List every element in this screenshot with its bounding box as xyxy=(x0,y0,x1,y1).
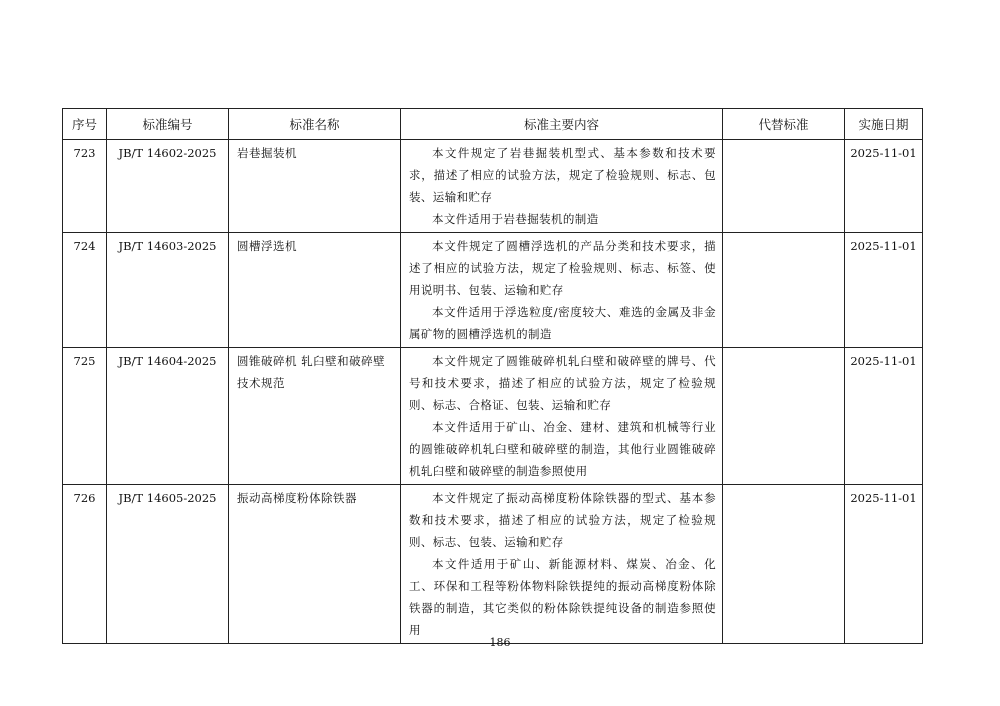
row-content xyxy=(401,485,723,644)
row-replaces xyxy=(723,233,845,348)
header-replaces: 代替标准 xyxy=(723,109,845,140)
content-paragraph: 本文件规定了圆锥破碎机轧臼壁和破碎壁的牌号、代号和技术要求，描述了相应的试验方法，规定了检验规则、标志、合格证、包装、运输和贮存 xyxy=(409,354,716,412)
table-row xyxy=(63,348,923,485)
row-name: 岩巷掘装机 xyxy=(229,140,401,233)
row-seq: 725 xyxy=(63,348,107,485)
header-date: 实施日期 xyxy=(845,109,923,140)
row-code: JB/T 14602-2025 xyxy=(107,140,229,233)
row-date: 2025-11-01 xyxy=(845,348,923,485)
row-name: 圆锥破碎机 轧臼壁和破碎壁技术规范 xyxy=(229,348,401,485)
row-content xyxy=(401,140,723,233)
row-seq: 723 xyxy=(63,140,107,233)
row-content xyxy=(401,233,723,348)
row-code: JB/T 14604-2025 xyxy=(107,348,229,485)
content-paragraph: 本文件规定了岩巷掘装机型式、基本参数和技术要求，描述了相应的试验方法，规定了检验规则、标志、包装、运输和贮存 xyxy=(409,146,716,204)
row-replaces xyxy=(723,140,845,233)
content-paragraph: 本文件规定了圆槽浮选机的产品分类和技术要求，描述了相应的试验方法，规定了检验规则、标志、标签、使用说明书、包装、运输和贮存 xyxy=(409,239,716,297)
row-code: JB/T 14603-2025 xyxy=(107,233,229,348)
content-paragraph: 本文件规定了振动高梯度粉体除铁器的型式、基本参数和技术要求，描述了相应的试验方法，规定了检验规则、标志、包装、运输和贮存 xyxy=(409,491,716,549)
row-replaces xyxy=(723,485,845,644)
content-paragraph: 本文件适用于岩巷掘装机的制造 xyxy=(432,212,599,226)
row-seq: 726 xyxy=(63,485,107,644)
row-date: 2025-11-01 xyxy=(845,485,923,644)
row-date: 2025-11-01 xyxy=(845,233,923,348)
header-name: 标准名称 xyxy=(229,109,401,140)
table-row xyxy=(63,140,923,233)
header-code: 标准编号 xyxy=(107,109,229,140)
row-date: 2025-11-01 xyxy=(845,140,923,233)
content-paragraph: 本文件适用于矿山、冶金、建材、建筑和机械等行业的圆锥破碎机轧臼壁和破碎壁的制造，其他行业圆锥破碎机轧臼壁和破碎壁的制造参照使用 xyxy=(409,420,716,478)
row-name: 圆槽浮选机 xyxy=(229,233,401,348)
row-content xyxy=(401,348,723,485)
header-content: 标准主要内容 xyxy=(401,109,723,140)
table-header-row xyxy=(63,109,923,140)
row-name: 振动高梯度粉体除铁器 xyxy=(229,485,401,644)
page-number: 186 xyxy=(489,636,511,649)
content-paragraph: 本文件适用于浮选粒度/密度较大、难选的金属及非金属矿物的圆槽浮选机的制造 xyxy=(409,305,716,341)
row-code: JB/T 14605-2025 xyxy=(107,485,229,644)
row-seq: 724 xyxy=(63,233,107,348)
content-paragraph: 本文件适用于矿山、新能源材料、煤炭、冶金、化工、环保和工程等粉体物料除铁提纯的振动高梯度粉体除铁器的制造，其它类似的粉体除铁提纯设备的制造参照使用 xyxy=(409,557,716,637)
table-row xyxy=(63,233,923,348)
table-row xyxy=(63,485,923,644)
row-replaces xyxy=(723,348,845,485)
standards-table xyxy=(62,108,923,644)
header-seq: 序号 xyxy=(63,109,107,140)
